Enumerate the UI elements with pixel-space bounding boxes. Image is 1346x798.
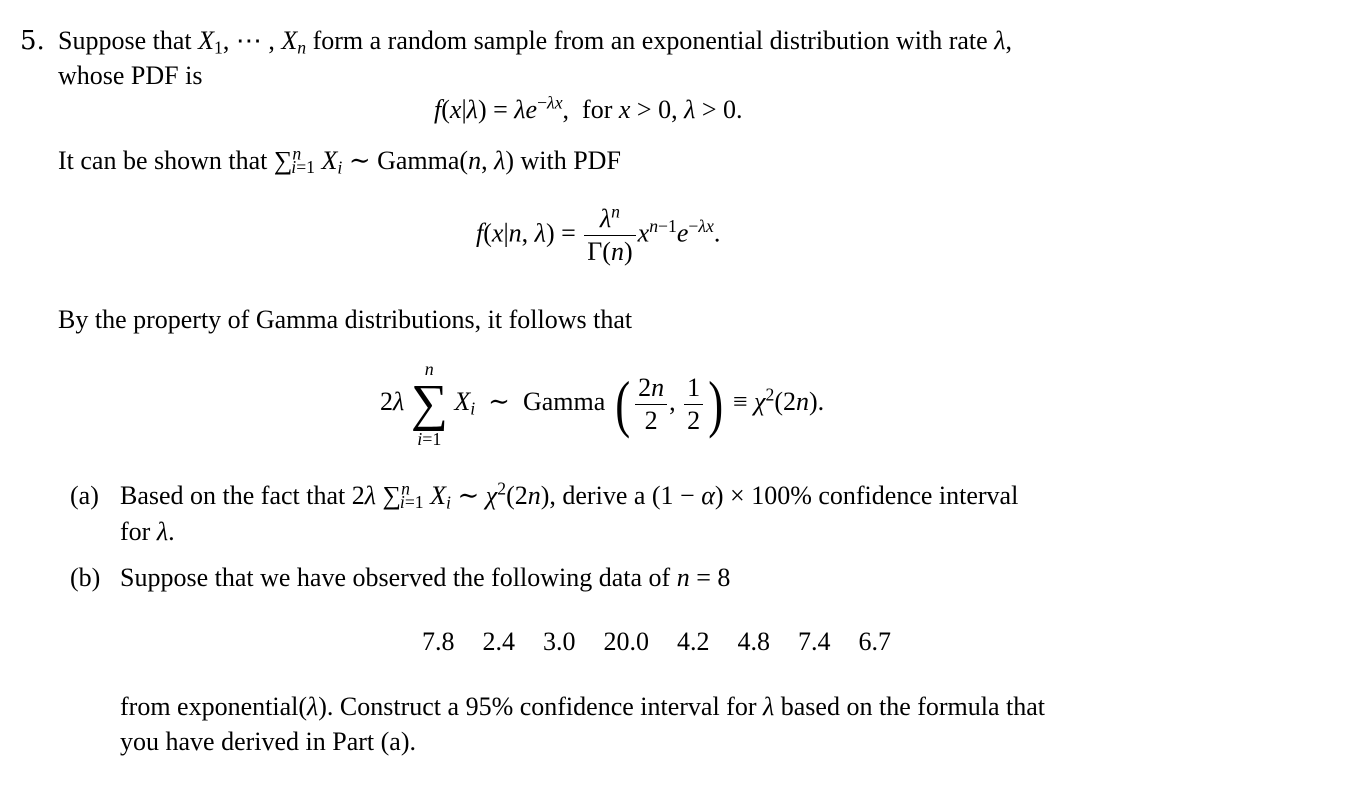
- intro-line-1: Suppose that $X_1$, ⋯ , $X_n$ form a random sample from an exponential distribution with rate λ,: [58, 26, 1012, 58]
- pdf-exponential: $f(x|\lambda) = \lambda e^{-\lambda x}$, for x > 0, λ > 0.: [434, 92, 743, 124]
- data-value: 4.2: [677, 627, 710, 656]
- data-value: 4.8: [737, 627, 770, 656]
- pdf-gamma: f(x|n, λ) = $\frac{\lambda^n}{\Gamma(n)}$ $x^{n-1}e^{-\lambda x}$.: [476, 201, 721, 266]
- data-value: 20.0: [603, 627, 649, 656]
- data-value: 6.7: [858, 627, 891, 656]
- gamma-fraction: $\frac{\lambda^n}{\Gamma(n)}$: [584, 206, 635, 265]
- data-value: 2.4: [482, 627, 515, 656]
- problem-number: 5.: [20, 26, 45, 56]
- summation: n ∑ i=1: [410, 359, 448, 449]
- property-sentence: By the property of Gamma distributions, it follows that: [58, 305, 633, 334]
- part-a-label: (a): [70, 481, 99, 510]
- chi-relation: 2λ n ∑ i=1 $X_i$ ∼ Gamma ( $\frac{2n}{2}$ , $\frac{1}{2}$ ) ≡ $\chi^2(2n)$.: [380, 359, 825, 449]
- part-b-line-1: Suppose that we have observed the following data of n = 8: [120, 563, 731, 592]
- gamma-sentence: It can be shown that ∑$^n_{i=1}$ $X_i$ ∼ Gamma(n, λ) with PDF: [58, 143, 621, 178]
- intro-line-2: whose PDF is: [58, 61, 203, 90]
- data-value: 7.4: [798, 627, 831, 656]
- part-b-line-2: from exponential(λ). Construct a 95% confidence interval for λ based on the formula that: [120, 692, 1046, 721]
- data-value: 7.8: [422, 627, 455, 656]
- part-b-label: (b): [70, 563, 101, 592]
- part-a-line-1: Based on the fact that 2λ ∑$^n_{i=1}$ $X_i$ ∼ $\chi^2(2n)$, derive a (1 − α) × 100% confidence interval: [120, 478, 1019, 513]
- data-value: 3.0: [543, 627, 576, 656]
- observed-data: [422, 629, 891, 655]
- part-b-line-3: you have derived in Part (a).: [120, 727, 417, 756]
- part-a-line-2: for λ.: [120, 517, 175, 546]
